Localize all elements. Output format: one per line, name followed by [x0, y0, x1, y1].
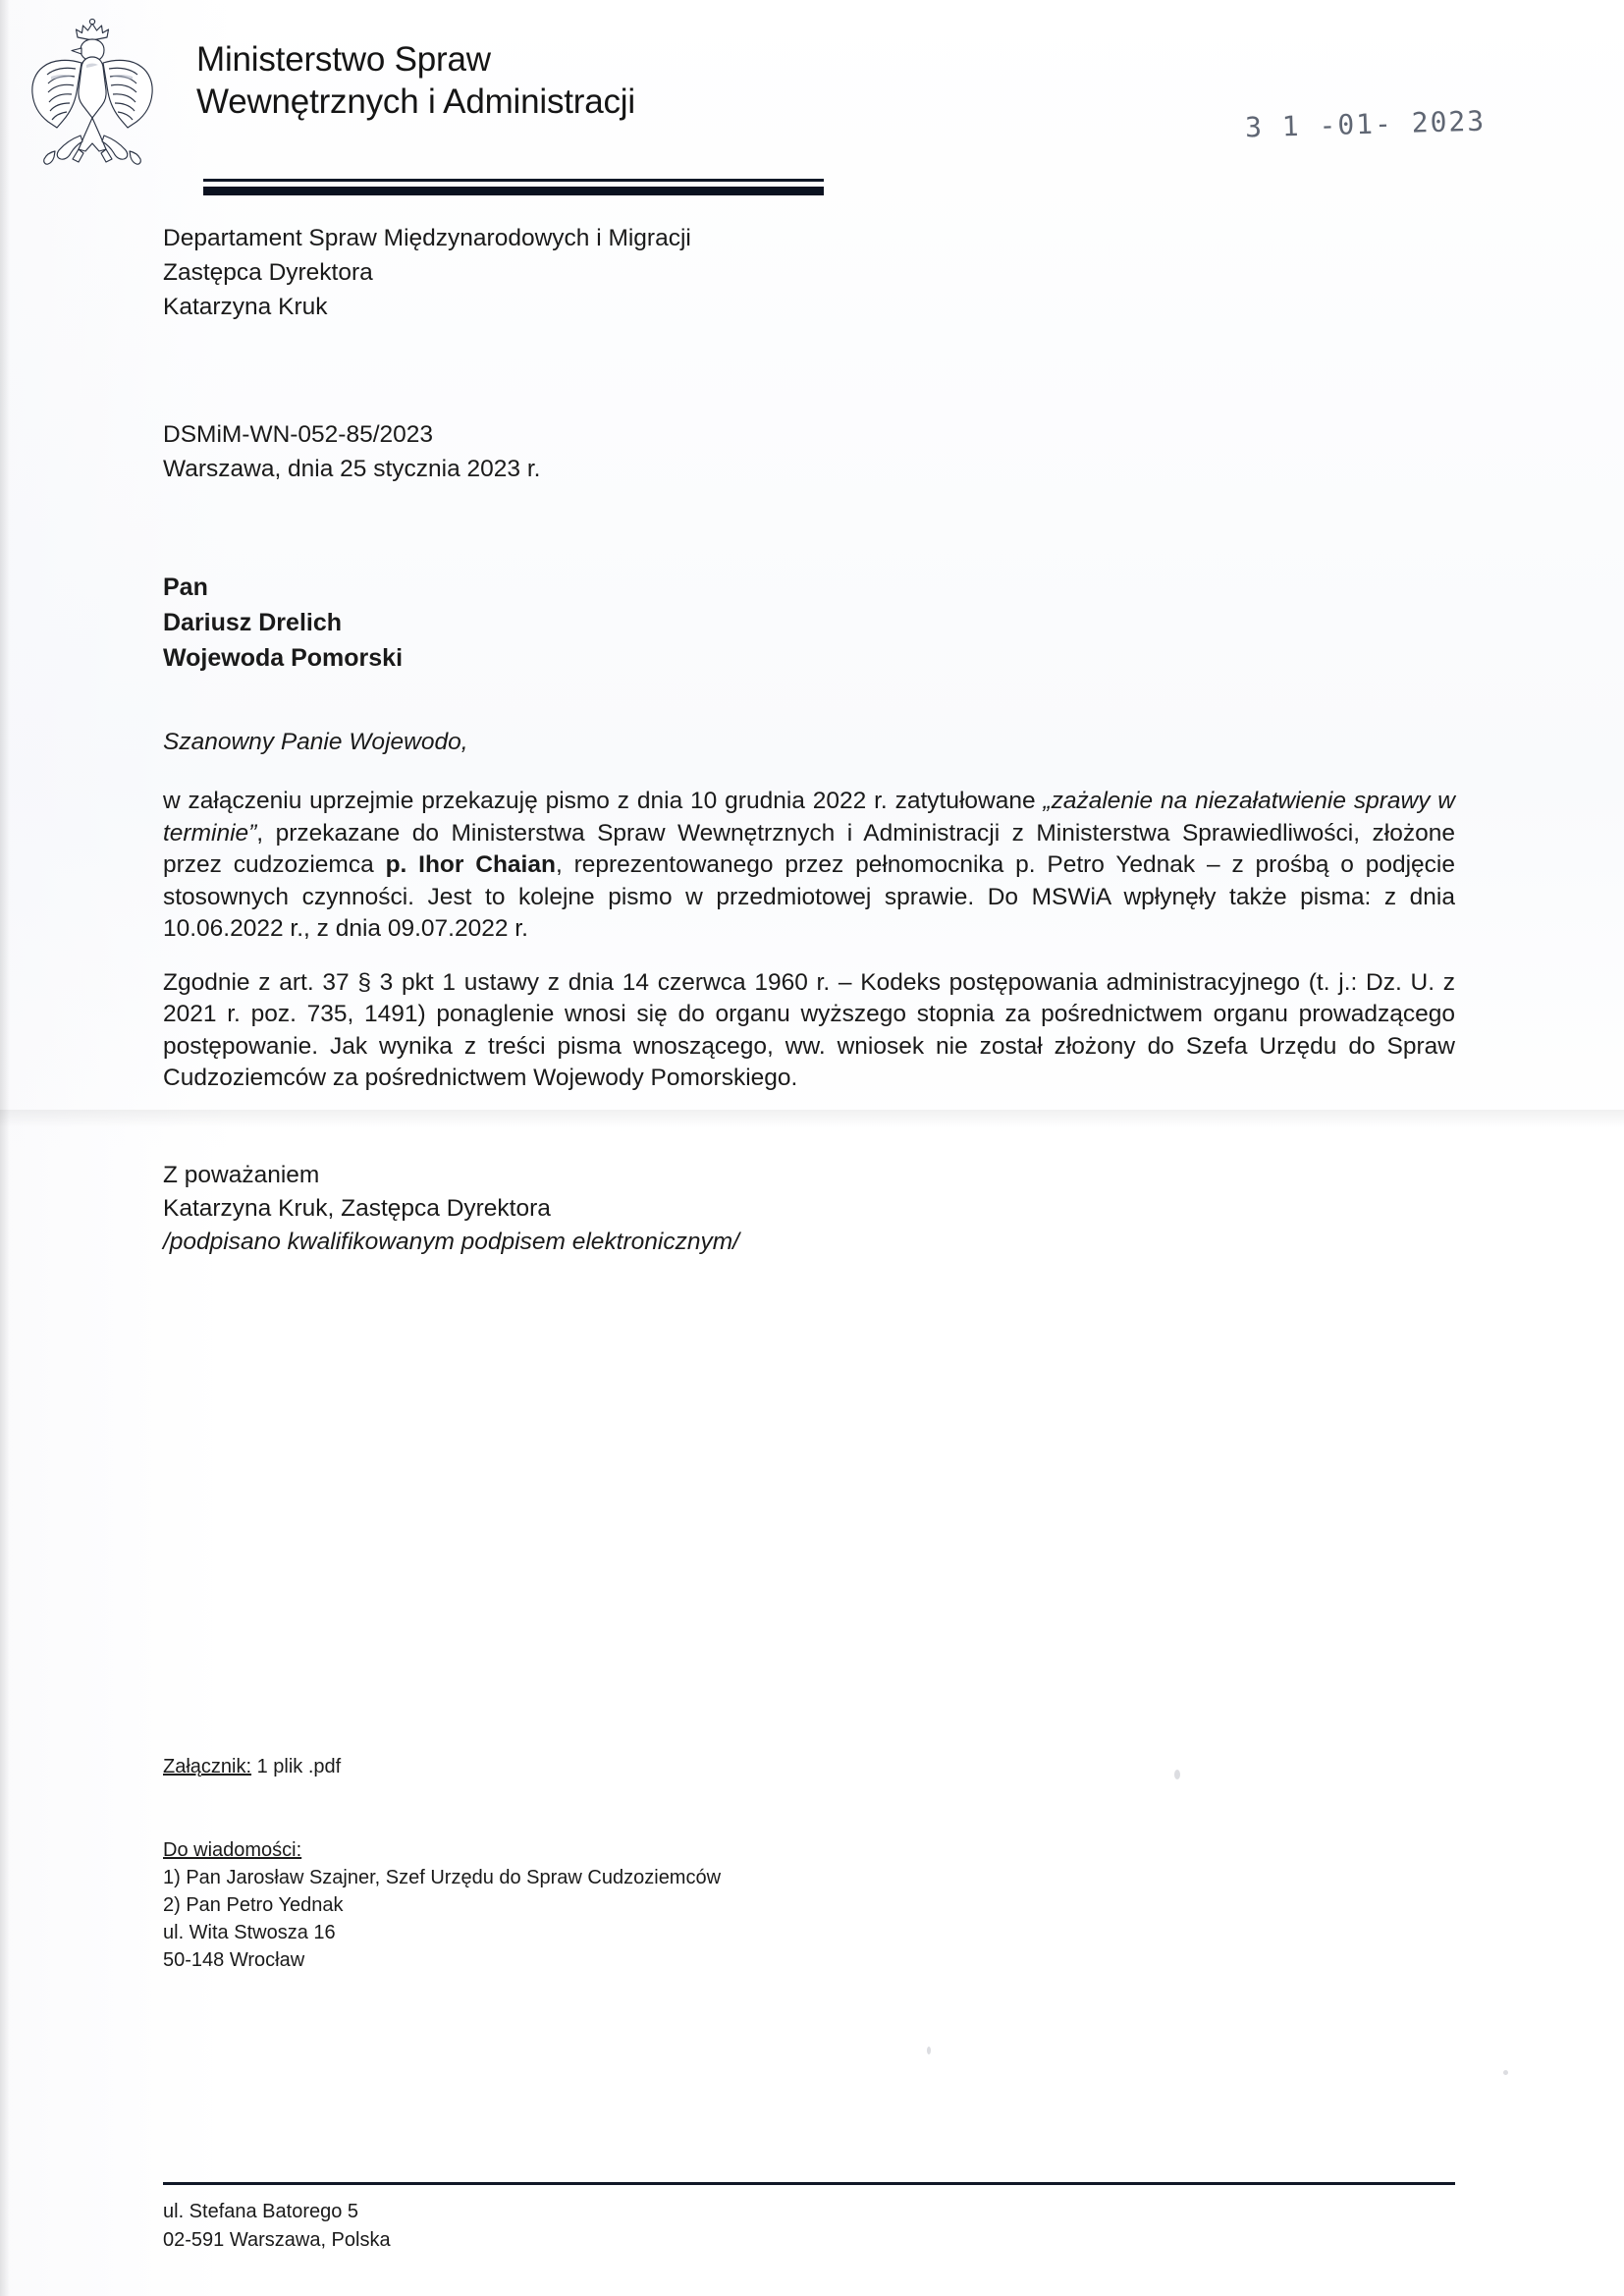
attachment-label: Załącznik: [163, 1756, 252, 1777]
received-date-stamp: 3 1 -01- 2023 [1244, 104, 1487, 144]
department-role: Zastępca Dyrektora [163, 259, 373, 286]
department-person: Katarzyna Kruk [163, 294, 328, 320]
copies-item-4: 50-148 Wrocław [163, 1949, 305, 1971]
polish-eagle-emblem [22, 16, 164, 178]
copies-item-2: 2) Pan Petro Yednak [163, 1894, 344, 1916]
copies-block [163, 1836, 721, 1974]
scan-edge-shadow [0, 0, 10, 2296]
p1-person-name: p. Ihor Chaian [385, 851, 556, 878]
department-name: Departament Spraw Międzynarodowych i Migracji [163, 225, 691, 251]
footer-city: 02-591 Warszawa, Polska [163, 2229, 391, 2251]
case-number: DSMiM-WN-052-85/2023 [163, 421, 434, 448]
footer-address [163, 2198, 391, 2255]
scan-speck [927, 2047, 931, 2054]
scan-speck [1174, 1770, 1180, 1779]
letterhead-divider [203, 179, 824, 195]
scan-speck [1503, 2070, 1508, 2075]
salutation: Szanowny Panie Wojewodo, [163, 729, 468, 755]
letter-body [163, 786, 1455, 1095]
p1-quoted-title: „zażalenie na niezałatwienie sprawy w terminie” [163, 788, 1455, 847]
department-block [163, 221, 691, 324]
p1-part-2: , przekazane do Ministerstwa Spraw Wewnętrznych i Administracji z Ministerstwa Sprawiedliwości, złożone przez cudzoziemca [163, 819, 1455, 878]
scan-fold-line [0, 1110, 1624, 1135]
body-paragraph-1 [163, 786, 1455, 946]
signer-name: Katarzyna Kruk, Zastępca Dyrektora [163, 1195, 551, 1222]
ministry-name-line-2: Wewnętrznych i Administracji [196, 82, 635, 121]
p1-part-1: w załączeniu uprzejmie przekazuję pismo z dnia 10 grudnia 2022 r. zatytułowane [163, 788, 1044, 814]
closing-phrase: Z poważaniem [163, 1162, 320, 1188]
divider-thick-rule [203, 187, 824, 195]
addressee-title: Pan [163, 574, 208, 601]
attachment-block [163, 1753, 341, 1780]
copies-item-1: 1) Pan Jarosław Szajner, Szef Urzędu do Spraw Cudzoziemców [163, 1867, 722, 1888]
attachment-value: 1 plik .pdf [251, 1756, 342, 1777]
ministry-name [196, 39, 635, 123]
copies-item-3: ul. Wita Stwosza 16 [163, 1922, 336, 1943]
signoff-block [163, 1159, 739, 1259]
addressee-position: Wojewoda Pomorski [163, 644, 404, 672]
footer-divider [163, 2182, 1455, 2185]
copies-label: Do wiadomości: [163, 1839, 302, 1861]
reference-block [163, 417, 540, 486]
p1-part-3: , reprezentowanego przez pełnomocnika p. Petro Yednak – z prośbą o podjęcie stosownych czynności. Jest to kolejne pismo w przedmiotowej sprawie. Do MSWiA wpłynęły także pisma: z dnia 10.06.2022 r., z dnia 09.07.2022 r. [163, 851, 1455, 942]
place-and-date: Warszawa, dnia 25 stycznia 2023 r. [163, 456, 541, 482]
addressee-block [163, 570, 403, 676]
footer-street: ul. Stefana Batorego 5 [163, 2201, 359, 2222]
electronic-signature-note: /podpisano kwalifikowanym podpisem elektronicznym/ [163, 1229, 739, 1255]
body-paragraph-2: Zgodnie z art. 37 § 3 pkt 1 ustawy z dnia 14 czerwca 1960 r. – Kodeks postępowania administracyjnego (t. j.: Dz. U. z 2021 r. poz. 735, 1491) ponaglenie wnosi się do organu wyższego stopnia za pośrednictwem organu prowadzącego postępowanie. Jak wynika z treści pisma wnoszącego, ww. wniosek nie został złożony do Szefa Urzędu do Spraw Cudzoziemców za pośrednictwem Wojewody Pomorskiego. [163, 968, 1455, 1091]
letterhead [22, 14, 837, 191]
addressee-name: Dariusz Drelich [163, 609, 343, 636]
ministry-name-line-1: Ministerstwo Spraw [196, 40, 491, 79]
